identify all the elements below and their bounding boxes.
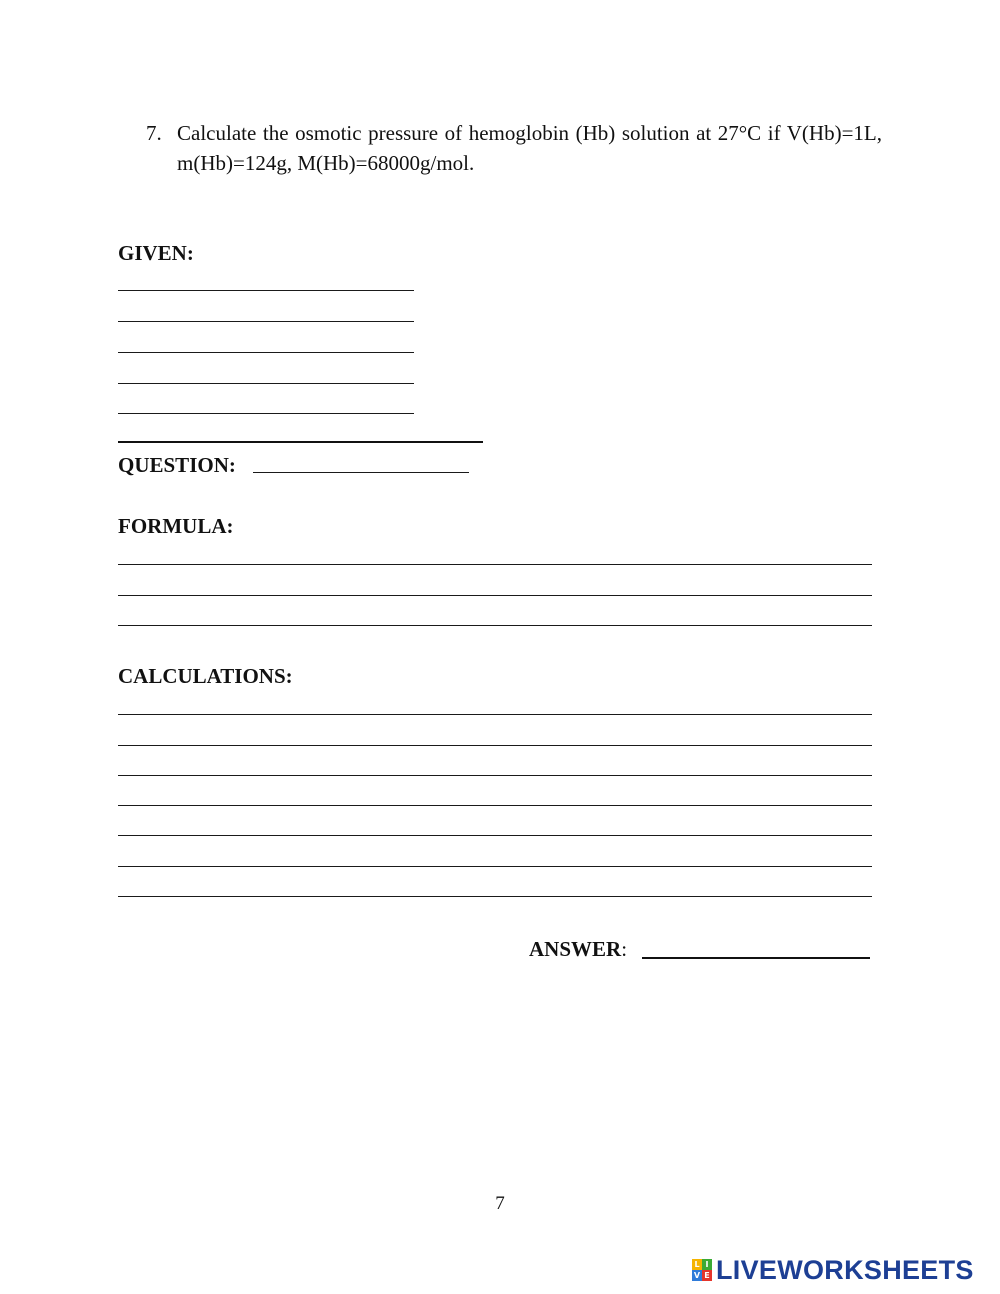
calculations-answer-line-2[interactable] — [118, 745, 872, 746]
answer-label — [529, 936, 627, 962]
given-heading: GIVEN: — [118, 241, 194, 265]
calculations-answer-line-1[interactable] — [118, 714, 872, 715]
question-heading: QUESTION: — [118, 453, 236, 477]
liveworksheets-wordmark: LIVEWORKSHEETS — [716, 1254, 974, 1285]
liveworksheets-logo — [692, 1253, 974, 1287]
calculations-answer-line-6[interactable] — [118, 866, 872, 867]
question-number: 7. — [146, 121, 162, 145]
logo-mark-letter: V — [693, 1271, 701, 1280]
formula-answer-line-1[interactable] — [118, 564, 872, 565]
section-divider — [118, 441, 483, 443]
answer-input-line[interactable] — [642, 957, 870, 959]
calculations-heading: CALCULATIONS: — [118, 664, 293, 688]
formula-answer-line-2[interactable] — [118, 595, 872, 596]
given-answer-line-1[interactable] — [118, 290, 414, 291]
logo-mark-letter: I — [702, 1259, 712, 1270]
logo-mark-letter: L — [692, 1259, 702, 1270]
question-text: Calculate the osmotic pressure of hemoglobin (Hb) solution at 27°C if V(Hb)=1L, m(Hb)=124g, M(Hb)=68000g/mol. — [177, 121, 882, 175]
calculations-answer-line-5[interactable] — [118, 835, 872, 836]
formula-heading: FORMULA: — [118, 514, 234, 538]
logo-mark-letter: E — [702, 1270, 712, 1281]
calculations-answer-line-3[interactable] — [118, 775, 872, 776]
calculations-answer-line-4[interactable] — [118, 805, 872, 806]
calculations-answer-line-7[interactable] — [118, 896, 872, 897]
given-answer-line-2[interactable] — [118, 321, 414, 322]
answer-colon: : — [621, 937, 628, 961]
liveworksheets-mark-icon — [692, 1259, 712, 1281]
formula-answer-line-3[interactable] — [118, 625, 872, 626]
given-answer-line-3[interactable] — [118, 352, 414, 353]
given-answer-line-5[interactable] — [118, 413, 414, 414]
question-answer-line[interactable] — [253, 472, 469, 473]
given-answer-line-4[interactable] — [118, 383, 414, 384]
page-number: 7 — [495, 1193, 505, 1214]
answer-heading: ANSWER — [529, 937, 622, 961]
